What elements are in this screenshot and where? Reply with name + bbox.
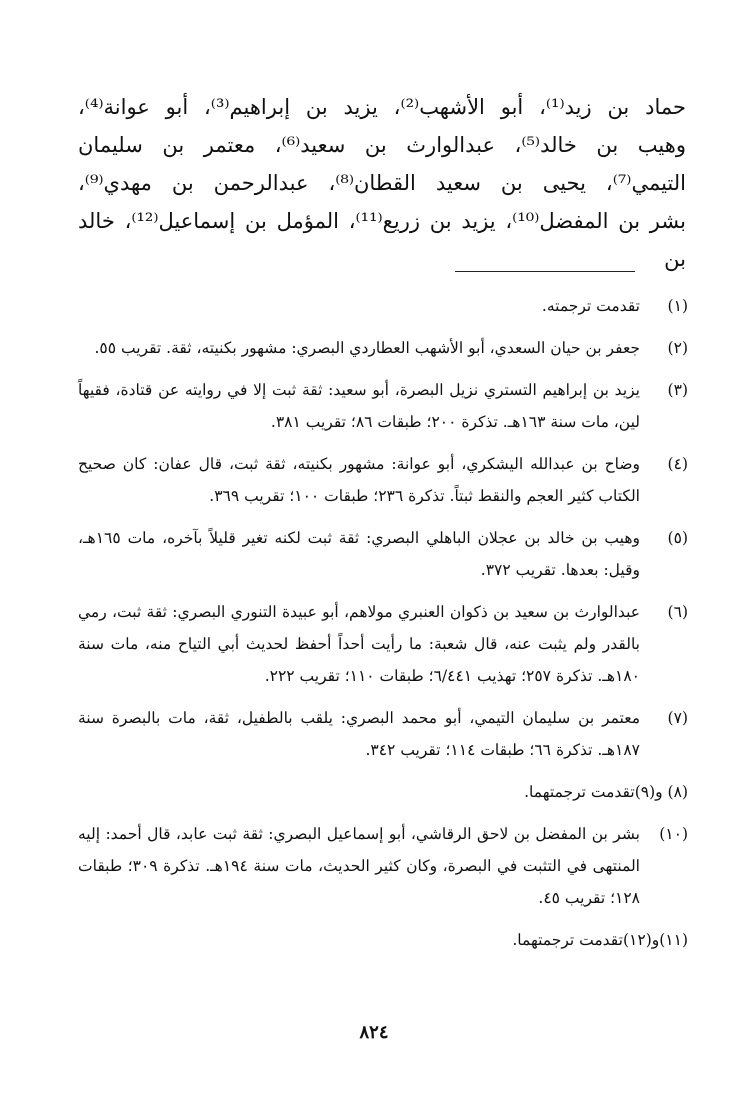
page-number: ٨٢٤ bbox=[359, 1022, 389, 1043]
footnote-number: (١١)و(١٢) bbox=[622, 931, 688, 949]
footnote-number: (١) bbox=[667, 297, 688, 315]
footnote bbox=[78, 702, 688, 766]
footnote bbox=[78, 776, 688, 808]
footnote-text: جعفر بن حيان السعدي، أبو الأشهب العطاردي البصري: مشهور بكنيته، ثقة. تقريب ٥٥. bbox=[94, 339, 640, 357]
main-line-3: التيمي⁽⁷⁾، يحيى بن سعيد القطان⁽⁸⁾، عبدالرحمن بن مهدي⁽⁹⁾، bbox=[78, 171, 687, 195]
footnote-text: بشر بن المفضل بن لاحق الرقاشي، أبو إسماعيل البصري: ثقة ثبت عابد، قال أحمد: إليه المنتهى في التثبت في البصرة، وكان كثير الحديث، مات سنة ١٩٤هـ. تذكرة ٣٠٩؛ طبقات ١٢٨؛ تقريب ٤٥. bbox=[78, 825, 640, 907]
footnote-text: وهيب بن خالد بن عجلان الباهلي البصري: ثقة ثبت لكنه تغير قليلاً بآخره، مات ١٦٥هـ، وقيل: بعدها. تقريب ٣٧٢. bbox=[78, 529, 640, 579]
footnote-text: يزيد بن إبراهيم التستري نزيل البصرة، أبو سعيد: ثقة ثبت إلا في روايته عن قتادة، فقيهاً لين، مات سنة ١٦٣هـ. تذكرة ٢٠٠؛ طبقات ٨٦؛ تقريب ٣٨١. bbox=[78, 381, 640, 431]
footnote-number: (٤) bbox=[667, 455, 688, 473]
footnote bbox=[78, 818, 688, 914]
footnote-text: معتمر بن سليمان التيمي، أبو محمد البصري: يلقب بالطفيل، ثقة، مات بالبصرة سنة ١٨٧هـ. تذكرة ٦٦؛ طبقات ١١٤؛ تقريب ٣٤٢. bbox=[78, 709, 640, 759]
main-text bbox=[78, 88, 686, 278]
footnote bbox=[78, 332, 688, 364]
main-line-2: وهيب بن خالد⁽⁵⁾، عبدالوارث بن سعيد⁽⁶⁾، معتمر بن سليمان bbox=[78, 133, 686, 157]
footnote-text: تقدمت ترجمته. bbox=[541, 297, 640, 315]
footnote-number: (٦) bbox=[667, 603, 688, 621]
main-line-4: بشر بن المفضل⁽¹⁰⁾، يزيد بن زريع⁽¹¹⁾، المؤمل بن إسماعيل⁽¹²⁾، خالد بن bbox=[78, 209, 686, 271]
footnote-number: (٢) bbox=[667, 339, 688, 357]
footnote bbox=[78, 290, 688, 322]
footnote-number: (٣) bbox=[667, 381, 688, 399]
footnote bbox=[78, 596, 688, 692]
footnote-text: تقدمت ترجمتهما. bbox=[524, 783, 635, 801]
footnote-number: (٧) bbox=[667, 709, 688, 727]
footnote-number: (٥) bbox=[667, 529, 688, 547]
footnote bbox=[78, 448, 688, 512]
footnote bbox=[78, 924, 688, 956]
footnote-text: وضاح بن عبدالله اليشكري، أبو عوانة: مشهور بكنيته، ثقة ثبت، قال عفان: كان صحيح الكتاب كثير العجم والنقط ثبتاً. تذكرة ٢٣٦؛ طبقات ١٠٠؛ تقريب ٣٦٩. bbox=[78, 455, 640, 505]
footnote-text: عبدالوارث بن سعيد بن ذكوان العنبري مولاهم، أبو عبيدة التنوري البصري: ثقة ثبت، رمي بالقدر ولم يثبت عنه، قال شعبة: ما رأيت أحداً أحفظ لحديث أبي التياح منه، مات سنة ١٨٠هـ. تذكرة ٢٥٧؛ تهذيب ٦/٤٤١؛ طبقات ١١٠؛ تقريب ٢٢٢. bbox=[78, 603, 640, 685]
footnote bbox=[78, 522, 688, 586]
footnotes bbox=[78, 290, 688, 966]
footnote bbox=[78, 374, 688, 438]
footnote-text: تقدمت ترجمتهما. bbox=[512, 931, 623, 949]
footnote-separator bbox=[455, 271, 635, 272]
footnote-number: (١٠) bbox=[659, 825, 688, 843]
main-line-1: حماد بن زيد⁽¹⁾، أبو الأشهب⁽²⁾، يزيد بن إبراهيم⁽³⁾، أبو عوانة⁽⁴⁾، bbox=[78, 95, 686, 119]
footnote-number: (٨) و(٩) bbox=[634, 783, 688, 801]
